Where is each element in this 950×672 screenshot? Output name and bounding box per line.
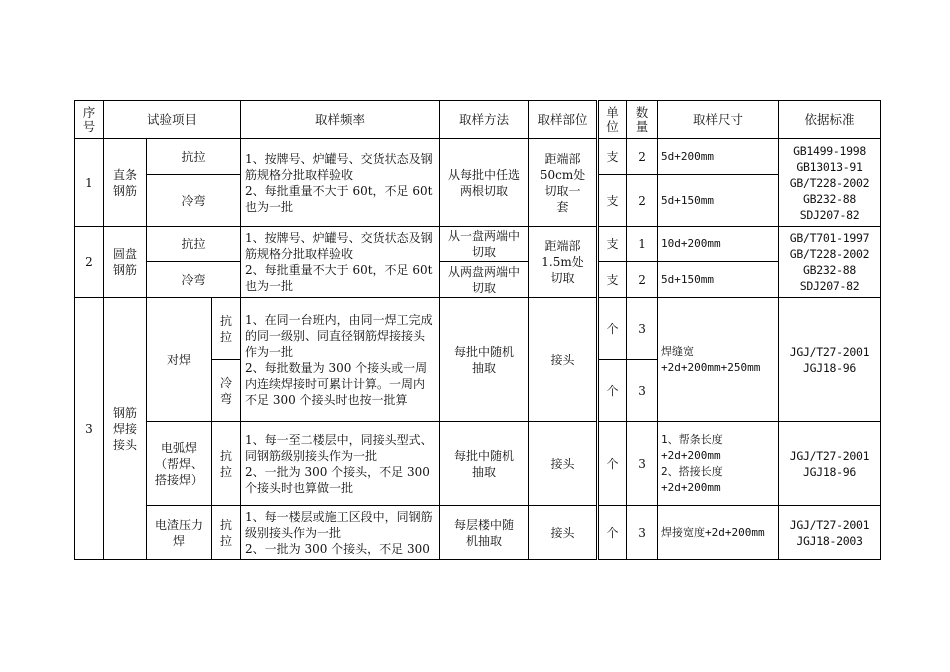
sampling-frequency: 1、在同一台班内，由同一焊工完成的同一级别、同直径钢筋焊接接头作为一批 2、每批数量为 300 个接头或一周内连续焊接时可累计计算。一周内不足 300 个接头时也按一批算 bbox=[241, 298, 440, 422]
qty-cell: 2 bbox=[627, 139, 658, 175]
unit-cell: 个 bbox=[598, 506, 627, 560]
header-row bbox=[75, 101, 881, 139]
unit-cell: 支 bbox=[598, 139, 627, 175]
size-cell: 5d+150mm bbox=[658, 175, 779, 227]
weld-type: 电渣压力焊 bbox=[147, 506, 212, 560]
test-name: 抗拉 bbox=[212, 506, 241, 560]
standard-cell: JGJ/T27-2001 JGJ18-2003 bbox=[779, 506, 881, 560]
unit-cell: 支 bbox=[598, 227, 627, 262]
header-location: 取样部位 bbox=[529, 101, 598, 139]
material-name: 直条钢筋 bbox=[104, 139, 147, 227]
qty-cell: 3 bbox=[627, 422, 658, 506]
weld-type: 对焊 bbox=[147, 298, 212, 422]
material-name: 钢筋焊接接头 bbox=[104, 298, 147, 560]
sampling-frequency: 1、按牌号、炉罐号、交货状态及钢筋规格分批取样验收 2、每批重量不大于 60t，不足 60t 也为一批 bbox=[241, 227, 440, 298]
header-standard: 依据标准 bbox=[779, 101, 881, 139]
sampling-location: 接头 bbox=[529, 506, 598, 560]
unit-cell: 个 bbox=[598, 422, 627, 506]
sampling-frequency: 1、每一至二楼层中，同接头型式、同钢筋级别接头作为一批 2、一批为 300 个接头，不足 300 个接头时也算做一批 bbox=[241, 422, 440, 506]
sampling-method: 每层楼中随机抽取 bbox=[440, 506, 529, 560]
material-name: 圆盘钢筋 bbox=[104, 227, 147, 298]
size-cell: 5d+150mm bbox=[658, 262, 779, 298]
size-cell: 焊接宽度+2d+200mm bbox=[658, 506, 779, 560]
qty-cell: 2 bbox=[627, 175, 658, 227]
header-freq: 取样频率 bbox=[241, 101, 440, 139]
test-name: 冷弯 bbox=[212, 360, 241, 422]
table-row bbox=[75, 506, 881, 560]
standard-cell: JGJ/T27-2001 JGJ18-96 bbox=[779, 298, 881, 422]
test-name: 抗拉 bbox=[147, 227, 241, 262]
qty-cell: 2 bbox=[627, 262, 658, 298]
row-seq: 3 bbox=[75, 298, 104, 560]
sampling-method: 从一盘两端中切取 bbox=[440, 227, 529, 262]
test-name: 冷弯 bbox=[147, 262, 241, 298]
header-unit: 单位 bbox=[598, 101, 627, 139]
sampling-location: 距端部1.5m处切取 bbox=[529, 227, 598, 298]
sampling-location: 距端部50cm处切取一套 bbox=[529, 139, 598, 227]
header-qty: 数量 bbox=[627, 101, 658, 139]
sampling-frequency: 1、按牌号、炉罐号、交货状态及钢筋规格分批取样验收 2、每批重量不大于 60t，不足 60t 也为一批 bbox=[241, 139, 440, 227]
size-cell: 10d+200mm bbox=[658, 227, 779, 262]
table-row bbox=[75, 262, 881, 298]
size-cell: 1、帮条长度+2d+200mm 2、搭接长度+2d+200mm bbox=[658, 422, 779, 506]
qty-cell: 3 bbox=[627, 506, 658, 560]
header-seq: 序号 bbox=[75, 101, 104, 139]
test-name: 抗拉 bbox=[212, 422, 241, 506]
size-cell: 焊缝宽+2d+200mm+250mm bbox=[658, 298, 779, 422]
qty-cell: 3 bbox=[627, 298, 658, 360]
sampling-method: 从每批中任选两根切取 bbox=[440, 139, 529, 227]
sampling-method: 每批中随机抽取 bbox=[440, 422, 529, 506]
test-name: 抗拉 bbox=[212, 298, 241, 360]
standard-cell: JGJ/T27-2001 JGJ18-96 bbox=[779, 422, 881, 506]
row-seq: 1 bbox=[75, 139, 104, 227]
standard-cell: GB/T701-1997 GB/T228-2002 GB232-88 SDJ207-82 bbox=[779, 227, 881, 298]
table-row bbox=[75, 139, 881, 175]
table-row bbox=[75, 422, 881, 506]
qty-cell: 1 bbox=[627, 227, 658, 262]
sampling-method: 每批中随机抽取 bbox=[440, 298, 529, 422]
weld-type: 电弧焊（帮焊、搭接焊） bbox=[147, 422, 212, 506]
unit-cell: 支 bbox=[598, 262, 627, 298]
header-size: 取样尺寸 bbox=[658, 101, 779, 139]
table-row bbox=[75, 298, 881, 360]
test-name: 冷弯 bbox=[147, 175, 241, 227]
sampling-method: 从两盘两端中切取 bbox=[440, 262, 529, 298]
sampling-location: 接头 bbox=[529, 422, 598, 506]
qty-cell: 3 bbox=[627, 360, 658, 422]
unit-cell: 个 bbox=[598, 298, 627, 360]
row-seq: 2 bbox=[75, 227, 104, 298]
sampling-table bbox=[74, 100, 881, 560]
size-cell: 5d+200mm bbox=[658, 139, 779, 175]
standard-cell: GB1499-1998 GB13013-91 GB/T228-2002 GB232-88 SDJ207-82 bbox=[779, 139, 881, 227]
test-name: 抗拉 bbox=[147, 139, 241, 175]
table-row bbox=[75, 227, 881, 262]
unit-cell: 个 bbox=[598, 360, 627, 422]
sampling-location: 接头 bbox=[529, 298, 598, 422]
sampling-frequency: 1、每一楼层或施工区段中，同钢筋级别接头作为一批 2、一批为 300 个接头，不足 300 bbox=[241, 506, 440, 560]
header-method: 取样方法 bbox=[440, 101, 529, 139]
header-item: 试验项目 bbox=[104, 101, 241, 139]
unit-cell: 支 bbox=[598, 175, 627, 227]
